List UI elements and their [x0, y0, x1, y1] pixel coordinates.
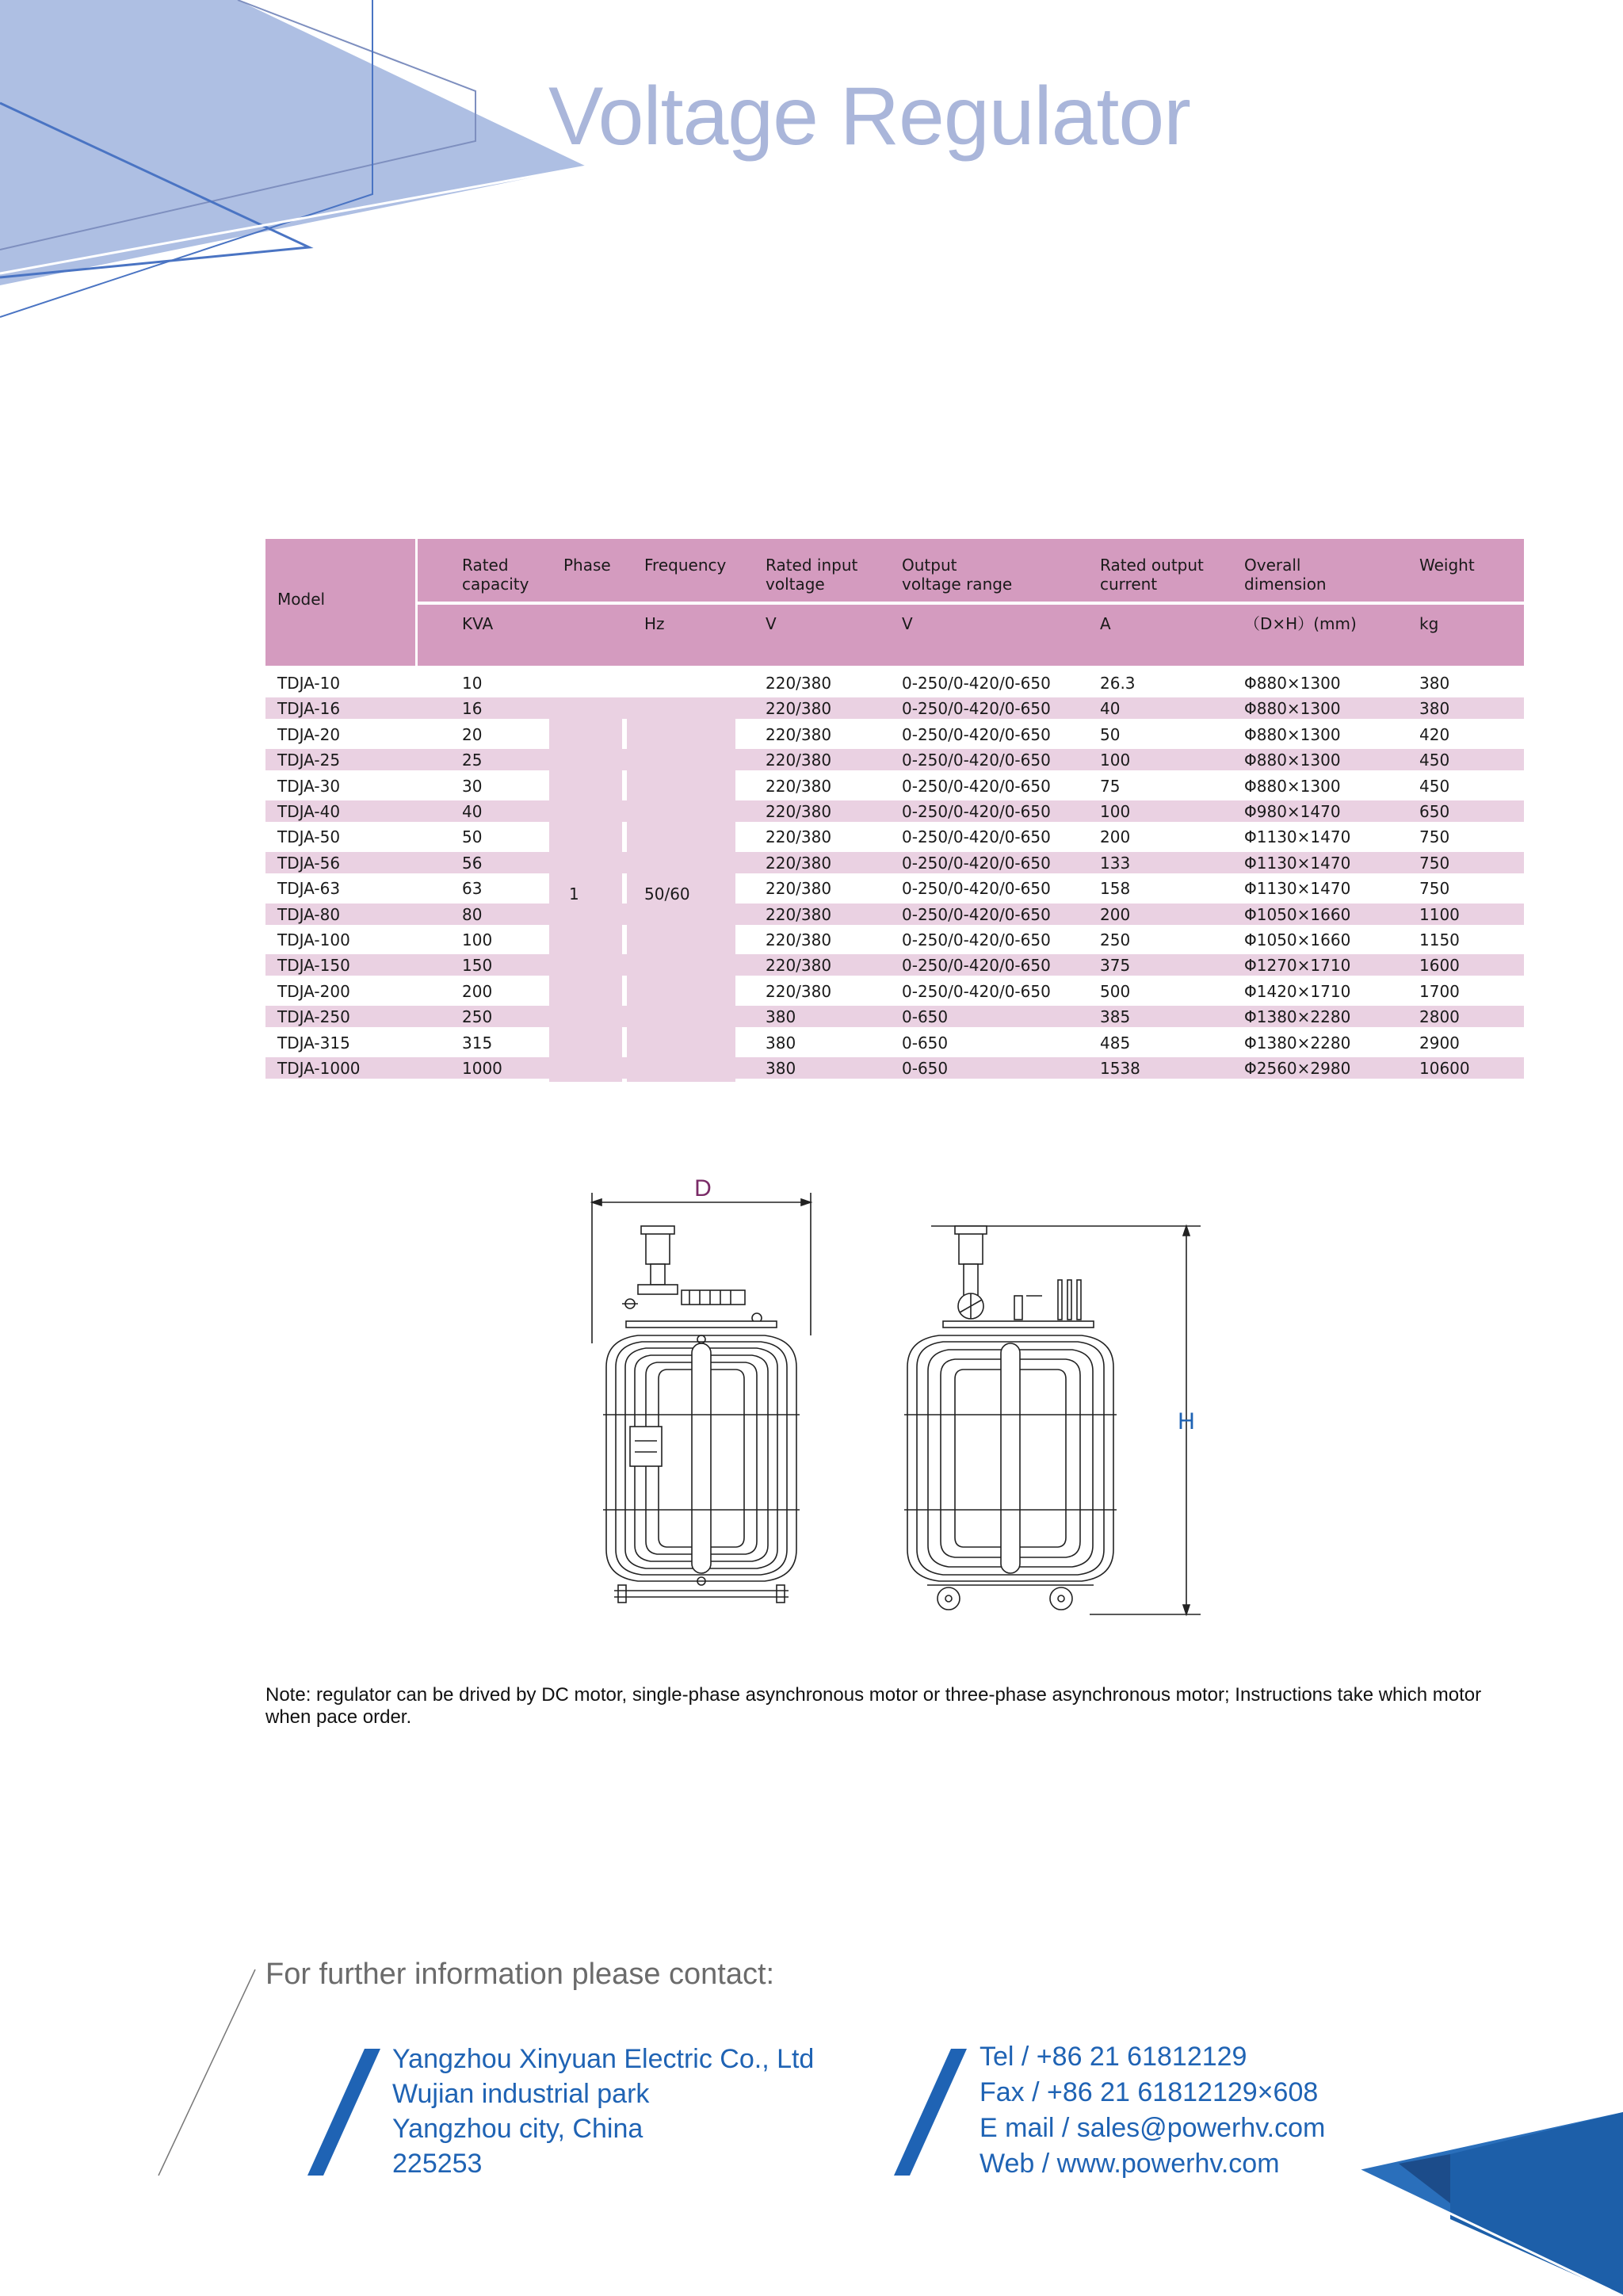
cell-output-current: 375 — [1100, 956, 1131, 975]
cell-weight: 2800 — [1419, 1007, 1460, 1026]
cell-dimension: Φ1420×1710 — [1244, 982, 1351, 1001]
note-text: Note: regulator can be drived by DC motor, single-phase asynchronous motor or three-phase asynchronous motor; Instructions take which motor when pace order. — [265, 1684, 1482, 1728]
cell-output-current: 1538 — [1100, 1059, 1140, 1078]
table-row — [265, 826, 1524, 847]
cell-capacity: 200 — [462, 982, 493, 1001]
cell-model: TDJA-10 — [277, 674, 341, 693]
cell-dimension: Φ880×1300 — [1244, 699, 1341, 718]
table-row — [265, 749, 1524, 770]
cell-output-current: 250 — [1100, 930, 1131, 949]
cell-dimension: Φ880×1300 — [1244, 777, 1341, 796]
cell-dimension: Φ1130×1470 — [1244, 879, 1351, 898]
cell-input-voltage: 220/380 — [766, 777, 832, 796]
cell-output-voltage: 0-250/0-420/0-650 — [902, 879, 1051, 898]
cell-dimension: Φ880×1300 — [1244, 725, 1341, 744]
table-row — [265, 775, 1524, 797]
cell-dimension: Φ1130×1470 — [1244, 854, 1351, 873]
cell-input-voltage: 220/380 — [766, 956, 832, 975]
cell-output-voltage: 0-250/0-420/0-650 — [902, 777, 1051, 796]
cell-capacity: 16 — [462, 699, 483, 718]
cell-output-voltage: 0-250/0-420/0-650 — [902, 956, 1051, 975]
cell-model: TDJA-250 — [277, 1007, 350, 1026]
cell-output-voltage: 0-250/0-420/0-650 — [902, 674, 1051, 693]
cell-output-current: 40 — [1100, 699, 1121, 718]
cell-model: TDJA-200 — [277, 982, 350, 1001]
cell-weight: 10600 — [1419, 1059, 1470, 1078]
table-row — [265, 877, 1524, 899]
cell-model: TDJA-50 — [277, 827, 341, 846]
table-row — [265, 852, 1524, 873]
contact-web[interactable]: Web / www.powerhv.com — [980, 2149, 1280, 2179]
frequency-value: 50/60 — [644, 884, 690, 904]
cell-input-voltage: 380 — [766, 1033, 796, 1052]
cell-dimension: Φ1130×1470 — [1244, 827, 1351, 846]
cell-input-voltage: 220/380 — [766, 854, 832, 873]
cell-model: TDJA-100 — [277, 930, 350, 949]
cell-capacity: 56 — [462, 854, 483, 873]
front-view-drawing — [592, 1193, 811, 1603]
cell-capacity: 100 — [462, 930, 493, 949]
table-row — [265, 724, 1524, 745]
cell-output-current: 158 — [1100, 879, 1131, 898]
cell-model: TDJA-20 — [277, 725, 341, 744]
cell-dimension: Φ980×1470 — [1244, 802, 1341, 821]
cell-dimension: Φ1380×2280 — [1244, 1033, 1351, 1052]
table-row — [265, 980, 1524, 1002]
header-overall-dimension: Overall dimension — [1244, 556, 1327, 594]
cell-input-voltage: 220/380 — [766, 827, 832, 846]
cell-output-current: 200 — [1100, 905, 1131, 924]
cell-weight: 2900 — [1419, 1033, 1460, 1052]
cell-input-voltage: 380 — [766, 1007, 796, 1026]
cell-output-current: 50 — [1100, 725, 1121, 744]
cell-output-current: 385 — [1100, 1007, 1131, 1026]
table-row — [265, 672, 1524, 693]
cell-capacity: 50 — [462, 827, 483, 846]
cell-model: TDJA-63 — [277, 879, 341, 898]
cell-weight: 650 — [1419, 802, 1450, 821]
table-row — [265, 929, 1524, 950]
cell-model: TDJA-150 — [277, 956, 350, 975]
header-rated-output-current: Rated output current — [1100, 556, 1204, 594]
cell-weight: 750 — [1419, 879, 1450, 898]
cell-input-voltage: 220/380 — [766, 879, 832, 898]
cell-weight: 1600 — [1419, 956, 1460, 975]
cell-dimension: Φ880×1300 — [1244, 674, 1341, 693]
cell-capacity: 30 — [462, 777, 483, 796]
contact-fax: Fax / +86 21 61812129×608 — [980, 2077, 1319, 2107]
unit-frequency: Hz — [644, 614, 665, 633]
cell-output-current: 500 — [1100, 982, 1131, 1001]
cell-input-voltage: 220/380 — [766, 982, 832, 1001]
dimension-label-h: H — [1178, 1408, 1195, 1435]
cell-output-current: 26.3 — [1100, 674, 1136, 693]
cell-output-voltage: 0-650 — [902, 1007, 949, 1026]
cell-input-voltage: 220/380 — [766, 905, 832, 924]
phase-value: 1 — [569, 884, 579, 904]
cell-weight: 380 — [1419, 699, 1450, 718]
cell-model: TDJA-56 — [277, 854, 341, 873]
cell-dimension: Φ1270×1710 — [1244, 956, 1351, 975]
contact-email[interactable]: E mail / sales@powerhv.com — [980, 2113, 1326, 2143]
cell-capacity: 20 — [462, 725, 483, 744]
table-row — [265, 1006, 1524, 1027]
contact-address-line2: Yangzhou city, China — [392, 2114, 643, 2144]
footer-decoration — [0, 1934, 1623, 2296]
cell-capacity: 250 — [462, 1007, 493, 1026]
cell-capacity: 1000 — [462, 1059, 502, 1078]
cell-weight: 420 — [1419, 725, 1450, 744]
cell-capacity: 10 — [462, 674, 483, 693]
cell-capacity: 63 — [462, 879, 483, 898]
cell-capacity: 150 — [462, 956, 493, 975]
table-row — [265, 697, 1524, 719]
cell-output-voltage: 0-250/0-420/0-650 — [902, 854, 1051, 873]
unit-rated-capacity: KVA — [462, 614, 494, 633]
cell-model: TDJA-40 — [277, 802, 341, 821]
cell-output-voltage: 0-250/0-420/0-650 — [902, 725, 1051, 744]
cell-model: TDJA-16 — [277, 699, 341, 718]
header-row-units — [418, 605, 1524, 666]
cell-input-voltage: 380 — [766, 1059, 796, 1078]
cell-output-voltage: 0-250/0-420/0-650 — [902, 751, 1051, 770]
header-weight: Weight — [1419, 556, 1475, 575]
cell-input-voltage: 220/380 — [766, 725, 832, 744]
cell-dimension: Φ2560×2980 — [1244, 1059, 1351, 1078]
cell-input-voltage: 220/380 — [766, 674, 832, 693]
header-decoration — [0, 0, 602, 333]
cell-weight: 1100 — [1419, 905, 1460, 924]
regulator-drawings — [582, 1177, 1216, 1621]
cell-capacity: 40 — [462, 802, 483, 821]
page-title: Voltage Regulator — [548, 71, 1190, 162]
header-model: Model — [277, 590, 326, 609]
contact-heading: For further information please contact: — [265, 1958, 775, 1991]
cell-capacity: 80 — [462, 905, 483, 924]
cell-input-voltage: 220/380 — [766, 699, 832, 718]
cell-weight: 1700 — [1419, 982, 1460, 1001]
cell-input-voltage: 220/380 — [766, 930, 832, 949]
cell-output-voltage: 0-250/0-420/0-650 — [902, 802, 1051, 821]
cell-weight: 750 — [1419, 827, 1450, 846]
contact-address-line1: Wujian industrial park — [392, 2079, 650, 2109]
cell-weight: 1150 — [1419, 930, 1460, 949]
cell-model: TDJA-25 — [277, 751, 341, 770]
cell-output-voltage: 0-250/0-420/0-650 — [902, 699, 1051, 718]
table-header — [265, 539, 1524, 666]
cell-output-voltage: 0-650 — [902, 1059, 949, 1078]
unit-output-voltage-range: V — [902, 614, 913, 633]
unit-weight: kg — [1419, 614, 1439, 633]
cell-dimension: Φ1050×1660 — [1244, 905, 1351, 924]
cell-weight: 450 — [1419, 777, 1450, 796]
cell-output-current: 485 — [1100, 1033, 1131, 1052]
cell-input-voltage: 220/380 — [766, 802, 832, 821]
table-row — [265, 1057, 1524, 1079]
dimension-label-d: D — [694, 1177, 712, 1201]
contact-company: Yangzhou Xinyuan Electric Co., Ltd — [392, 2044, 815, 2074]
side-view-drawing — [904, 1226, 1201, 1614]
cell-output-voltage: 0-250/0-420/0-650 — [902, 827, 1051, 846]
contact-tel: Tel / +86 21 61812129 — [980, 2042, 1247, 2072]
cell-output-current: 100 — [1100, 802, 1131, 821]
cell-capacity: 315 — [462, 1033, 493, 1052]
unit-overall-dimension: （D×H）(mm) — [1244, 614, 1357, 633]
cell-model: TDJA-1000 — [277, 1059, 361, 1078]
table-row — [265, 800, 1524, 822]
header-output-voltage-range: Output voltage range — [902, 556, 1013, 594]
cell-output-voltage: 0-250/0-420/0-650 — [902, 905, 1051, 924]
header-frequency: Frequency — [644, 556, 727, 575]
table-row — [265, 904, 1524, 925]
cell-output-voltage: 0-650 — [902, 1033, 949, 1052]
cell-weight: 450 — [1419, 751, 1450, 770]
unit-rated-input-voltage: V — [766, 614, 777, 633]
contact-postcode: 225253 — [392, 2149, 483, 2179]
cell-weight: 380 — [1419, 674, 1450, 693]
cell-output-current: 100 — [1100, 751, 1131, 770]
cell-model: TDJA-30 — [277, 777, 341, 796]
cell-dimension: Φ1380×2280 — [1244, 1007, 1351, 1026]
cell-output-current: 200 — [1100, 827, 1131, 846]
header-rated-input-voltage: Rated input voltage — [766, 556, 858, 594]
cell-output-voltage: 0-250/0-420/0-650 — [902, 982, 1051, 1001]
unit-rated-output-current: A — [1100, 614, 1111, 633]
header-model-cell — [265, 539, 415, 666]
cell-input-voltage: 220/380 — [766, 751, 832, 770]
phase-merged-cell — [549, 702, 622, 1082]
cell-weight: 750 — [1419, 854, 1450, 873]
cell-capacity: 25 — [462, 751, 483, 770]
table-row — [265, 954, 1524, 976]
cell-dimension: Φ1050×1660 — [1244, 930, 1351, 949]
cell-output-current: 133 — [1100, 854, 1131, 873]
cell-model: TDJA-315 — [277, 1033, 350, 1052]
cell-dimension: Φ880×1300 — [1244, 751, 1341, 770]
cell-output-current: 75 — [1100, 777, 1121, 796]
header-rated-capacity: Rated capacity — [462, 556, 529, 594]
cell-output-voltage: 0-250/0-420/0-650 — [902, 930, 1051, 949]
table-row — [265, 1032, 1524, 1053]
header-phase: Phase — [563, 556, 611, 575]
cell-model: TDJA-80 — [277, 905, 341, 924]
